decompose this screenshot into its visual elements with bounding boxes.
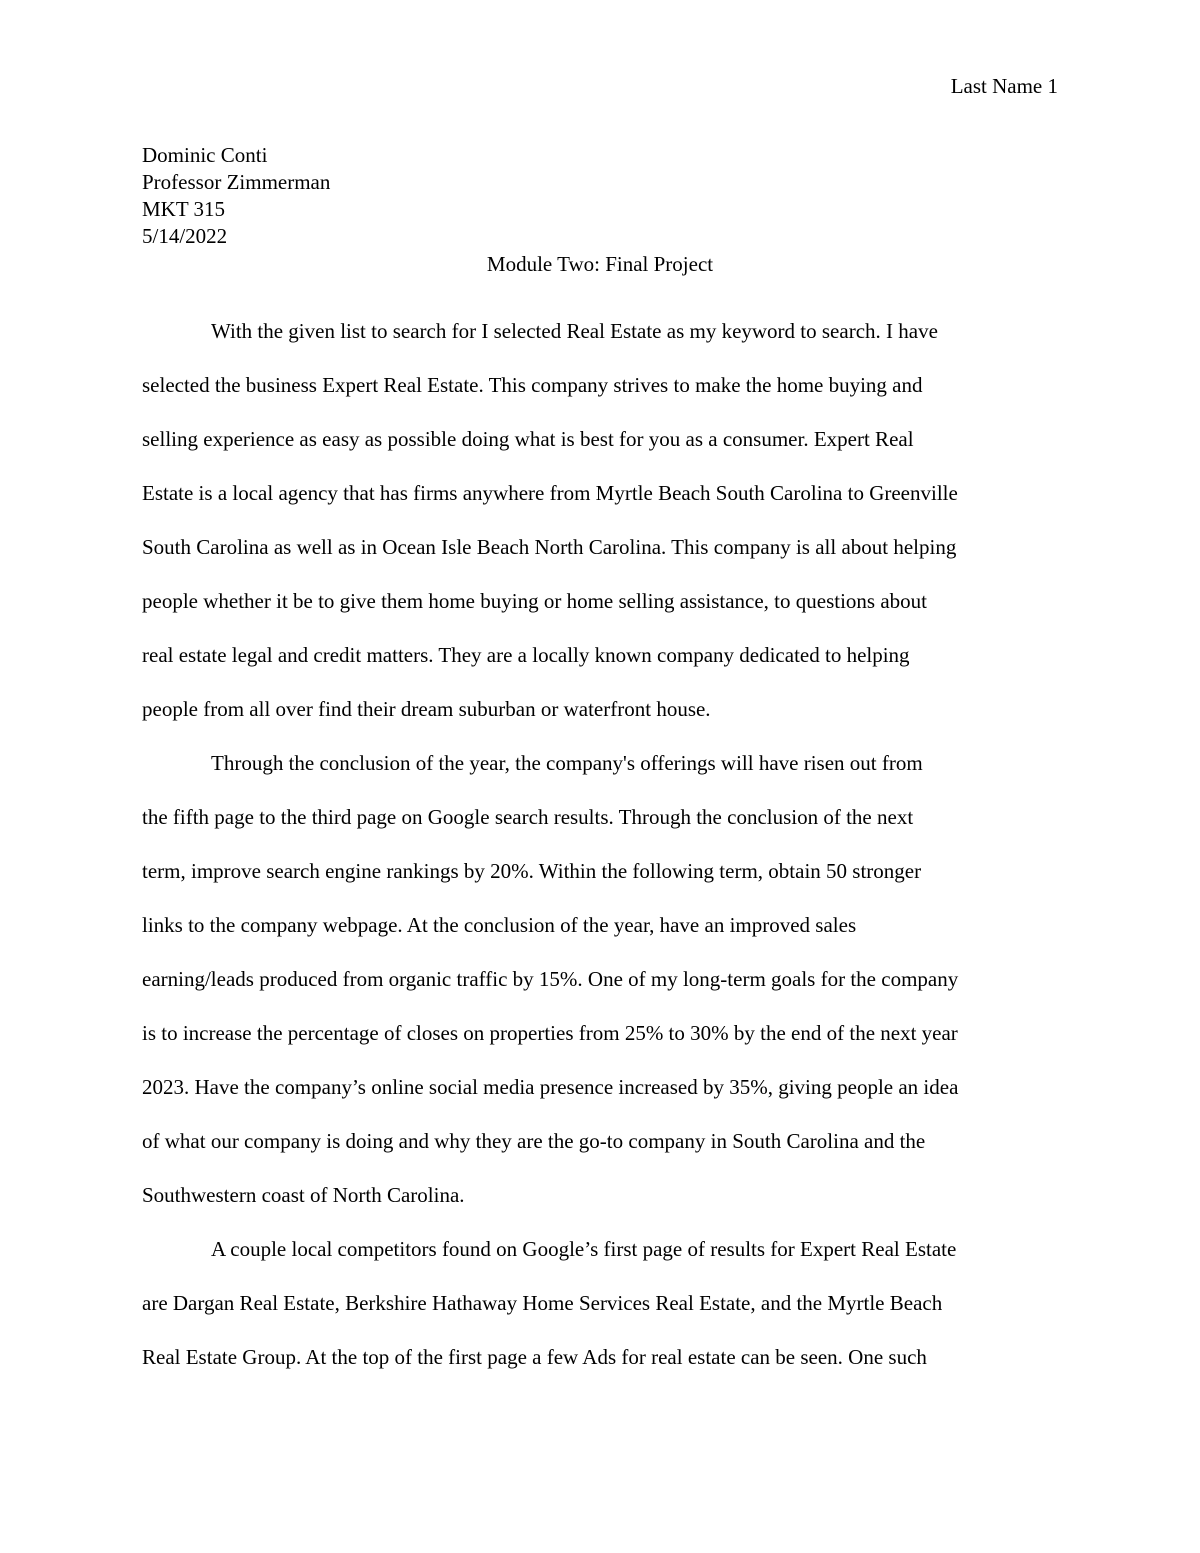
heading-block — [142, 142, 330, 250]
paragraph-2-line: is to increase the percentage of closes on properties from 25% to 30% by the end of the next year — [142, 1021, 958, 1045]
paragraph-2-line: Southwestern coast of North Carolina. — [142, 1183, 465, 1207]
professor-name: Professor Zimmerman — [142, 170, 331, 194]
paragraph-2-line: 2023. Have the company’s online social media presence increased by 35%, giving people an idea — [142, 1075, 959, 1099]
paragraph-2-line: Through the conclusion of the year, the company's offerings will have risen out from — [211, 751, 923, 775]
paragraph-1-line: With the given list to search for I selected Real Estate as my keyword to search. I have — [211, 319, 938, 343]
paragraph-3-line: Real Estate Group. At the top of the first page a few Ads for real estate can be seen. One such — [142, 1345, 927, 1369]
student-name: Dominic Conti — [142, 143, 268, 167]
paragraph-1-line: South Carolina as well as in Ocean Isle Beach North Carolina. This company is all about helping — [142, 535, 957, 559]
running-head: Last Name 1 — [950, 74, 1058, 98]
paragraph-1-line: people from all over find their dream suburban or waterfront house. — [142, 697, 711, 721]
date: 5/14/2022 — [142, 224, 228, 248]
paragraph-1-line: Estate is a local agency that has firms anywhere from Myrtle Beach South Carolina to Greenville — [142, 481, 958, 505]
paragraph-2-line: the fifth page to the third page on Google search results. Through the conclusion of the next — [142, 805, 914, 829]
paragraph-2-line: earning/leads produced from organic traffic by 15%. One of my long-term goals for the company — [142, 967, 959, 991]
paragraph-2-line: of what our company is doing and why they are the go-to company in South Carolina and the — [142, 1129, 926, 1153]
body-text — [142, 304, 1102, 1384]
paragraph-1-line: selling experience as easy as possible doing what is best for you as a consumer. Expert Real — [142, 427, 914, 451]
paragraph-2-line: links to the company webpage. At the conclusion of the year, have an improved sales — [142, 913, 857, 937]
paragraph-1-line: people whether it be to give them home buying or home selling assistance, to questions about — [142, 589, 928, 613]
paragraph-3-line: are Dargan Real Estate, Berkshire Hathaway Home Services Real Estate, and the Myrtle Beach — [142, 1291, 943, 1315]
paragraph-2-line: term, improve search engine rankings by 20%. Within the following term, obtain 50 stronger — [142, 859, 922, 883]
paragraph-3-line: A couple local competitors found on Google’s first page of results for Expert Real Estate — [211, 1237, 957, 1261]
paragraph-1-line: real estate legal and credit matters. They are a locally known company dedicated to helping — [142, 643, 910, 667]
paragraph-1-line: selected the business Expert Real Estate. This company strives to make the home buying and — [142, 373, 923, 397]
paper-title: Module Two: Final Project — [486, 252, 714, 276]
course-code: MKT 315 — [142, 197, 226, 221]
